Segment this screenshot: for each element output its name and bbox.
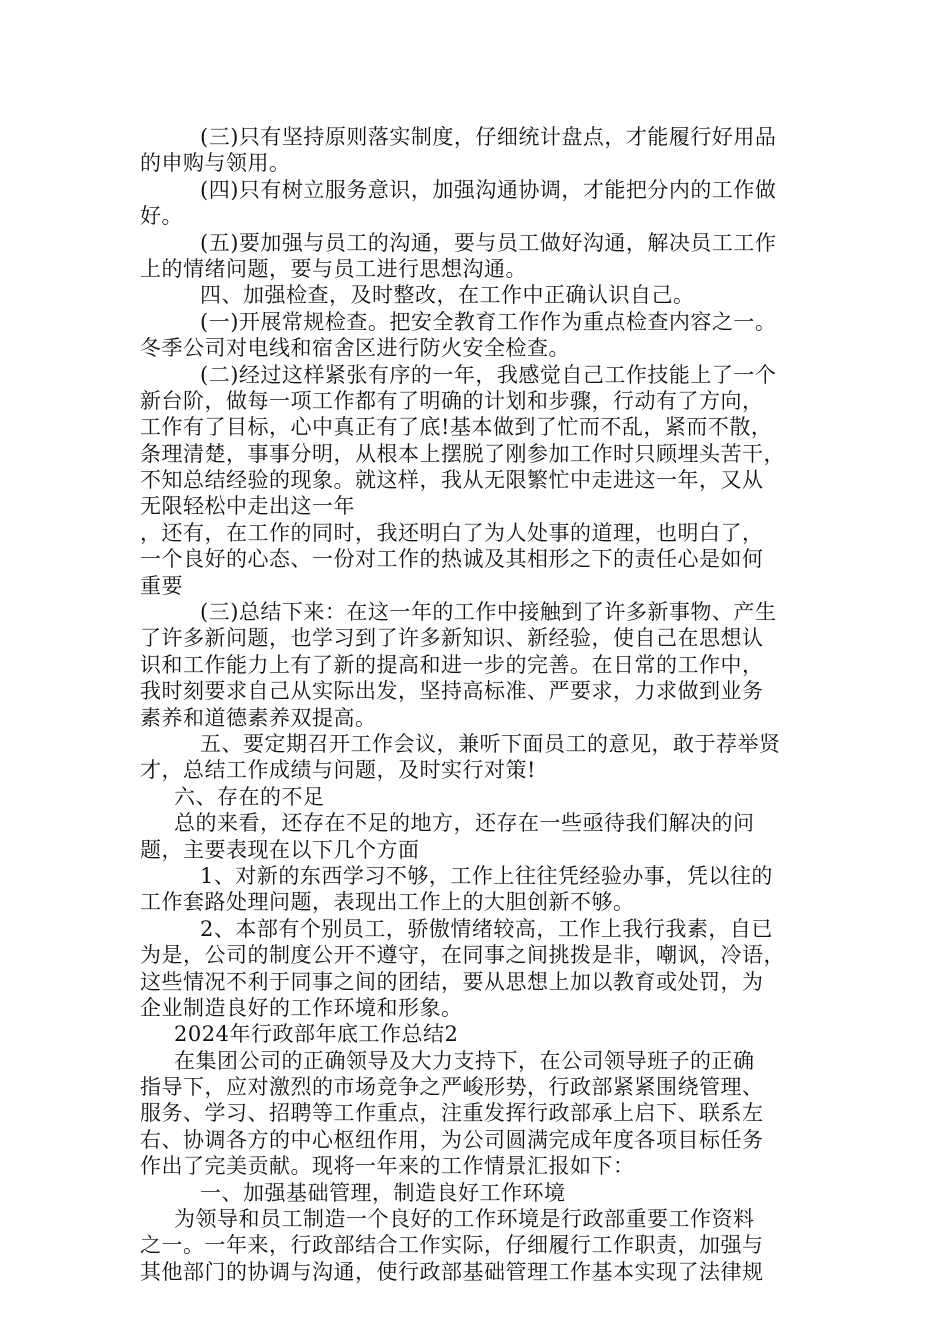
- text-line: 了许多新问题，也学习到了许多新知识、新经验，使自己在思想认: [140, 626, 764, 651]
- document-title: 2024年行政部年底工作总结2: [174, 1022, 459, 1047]
- text-line: 好。: [140, 204, 183, 229]
- text-line: 工作有了目标，心中真正有了底!基本做到了忙而不乱，紧而不散，: [140, 415, 773, 440]
- text-line: 无限轻松中走出这一年: [140, 494, 355, 519]
- text-line: 工作套路处理问题，表现出工作上的大胆创新不够。: [140, 890, 635, 915]
- text-line: 不知总结经验的现象。就这样，我从无限繁忙中走进这一年，又从: [140, 468, 764, 493]
- text-line: (五)要加强与员工的沟通，要与员工做好沟通，解决员工工作: [200, 230, 777, 255]
- text-line: 企业制造良好的工作环境和形象。: [140, 995, 463, 1020]
- text-line: 题，主要表现在以下几个方面: [140, 837, 420, 862]
- text-line: 指导下，应对激烈的市场竞争之严峻形势，行政部紧紧围绕管理、: [140, 1075, 764, 1100]
- text-line: 冬季公司对电线和宿舍区进行防火安全检查。: [140, 336, 570, 361]
- text-line: 才，总结工作成绩与问题，及时实行对策!: [140, 758, 536, 783]
- text-line: (三)总结下来：在这一年的工作中接触到了许多新事物、产生: [200, 600, 777, 625]
- text-line: (一)开展常规检查。把安全教育工作作为重点检查内容之一。: [200, 309, 777, 334]
- text-line: 为领导和员工制造一个良好的工作环境是行政部重要工作资料: [174, 1207, 755, 1232]
- text-line: 这些情况不利于同事之间的团结，要从思想上加以教育或处罚，为: [140, 969, 764, 994]
- text-line: 作出了完美贡献。现将一年来的工作情景汇报如下：: [140, 1154, 635, 1179]
- text-line: 之一。一年来，行政部结合工作实际，仔细履行工作职责，加强与: [140, 1233, 764, 1258]
- text-line: 新台阶，做每一项工作都有了明确的计划和步骤，行动有了方向，: [140, 388, 764, 413]
- text-line: 总的来看，还存在不足的地方，还存在一些亟待我们解决的问: [174, 811, 755, 836]
- section-heading: 一、加强基础管理，制造良好工作环境: [200, 1180, 566, 1205]
- text-line: 条理清楚，事事分明，从根本上摆脱了刚参加工作时只顾埋头苦干，: [140, 441, 785, 466]
- text-line: (三)只有坚持原则落实制度，仔细统计盘点，才能履行好用品: [200, 125, 777, 149]
- text-line: 2、本部有个别员工，骄傲情绪较高，工作上我行我素，自已: [200, 916, 773, 941]
- text-line: 我时刻要求自己从实际出发，坚持高标准、严要求，力求做到业务: [140, 679, 764, 704]
- text-line: 1、对新的东西学习不够，工作上往往凭经验办事，凭以往的: [200, 863, 773, 888]
- text-line: 其他部门的协调与沟通，使行政部基础管理工作基本实现了法律规: [140, 1259, 764, 1284]
- text-line: 一个良好的心态、一份对工作的热诚及其相形之下的责任心是如何: [140, 547, 764, 572]
- text-line: (二)经过这样紧张有序的一年，我感觉自己工作技能上了一个: [200, 362, 777, 387]
- section-heading: 六、存在的不足: [174, 784, 325, 809]
- text-line: 识和工作能力上有了新的提高和进一步的完善。在日常的工作中，: [140, 652, 764, 677]
- text-line: 素养和道德素养双提高。: [140, 705, 377, 730]
- text-line: 为是，公司的制度公开不遵守，在同事之间挑拨是非，嘲讽，冷语，: [140, 943, 785, 968]
- text-line: (四)只有树立服务意识，加强沟通协调，才能把分内的工作做: [200, 177, 777, 202]
- text-line: 在集团公司的正确领导及大力支持下，在公司领导班子的正确: [174, 1048, 755, 1073]
- section-heading: 五、要定期召开工作会议，兼听下面员工的意见，敢于荐举贤: [200, 731, 781, 756]
- text-line: 的申购与领用。: [140, 151, 291, 176]
- text-line: 重要: [140, 573, 183, 598]
- text-line: 右、协调各方的中心枢纽作用，为公司圆满完成年度各项目标任务: [140, 1127, 764, 1152]
- section-heading: 四、加强检查，及时整改，在工作中正确认识自己。: [200, 283, 695, 308]
- text-line: 上的情绪问题，要与员工进行思想沟通。: [140, 256, 527, 281]
- text-line: ，还有，在工作的同时，我还明白了为人处事的道理，也明白了，: [140, 520, 764, 545]
- text-line: 服务、学习、招聘等工作重点，注重发挥行政部承上启下、联系左: [140, 1101, 764, 1126]
